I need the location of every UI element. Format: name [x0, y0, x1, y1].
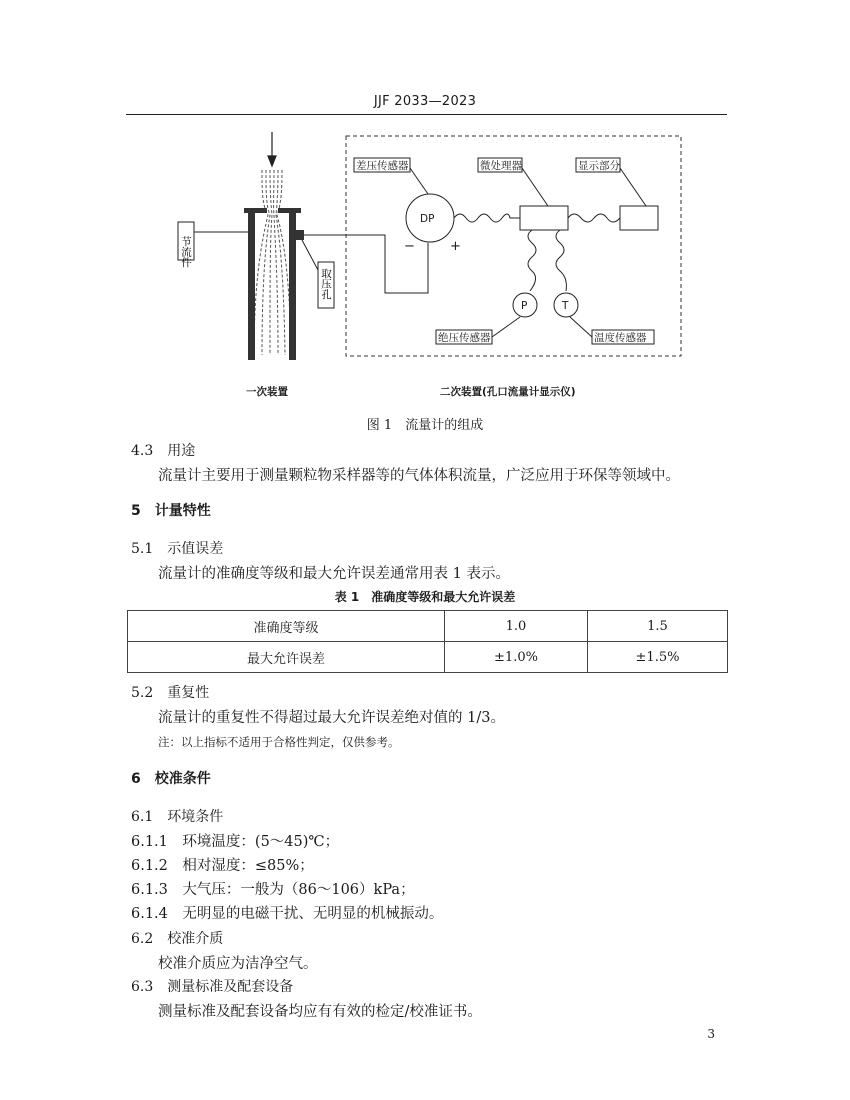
item-6-1-3 — [131, 878, 415, 899]
minus-sign: − — [404, 239, 415, 254]
heading-5-1-num: 5.1 — [131, 541, 154, 557]
heading-5 — [131, 500, 211, 520]
note: 注：以上指标不适用于合格性判定，仅供参考。 — [158, 735, 400, 749]
item-6-1-1-num: 6.1.1 — [131, 834, 168, 850]
abs-leader — [492, 317, 520, 337]
heading-4-3-num: 4.3 — [131, 443, 154, 459]
heading-6-1-num: 6.1 — [131, 809, 154, 825]
running-header: JJF 2033—2023 — [373, 94, 477, 109]
flowmeter-diagram — [0, 0, 850, 420]
dp-symbol: DP — [420, 213, 435, 225]
cable-mcu-p — [528, 230, 536, 291]
heading-6-3-title: 测量标准及配套设备 — [167, 979, 294, 995]
item-6-1-1-text: 环境温度：(5～45)℃； — [182, 834, 340, 850]
item-6-1-4-text: 无明显的电磁干扰、无明显的机械振动。 — [182, 906, 444, 922]
heading-6 — [131, 768, 211, 788]
table-cell: ±1.0% — [445, 642, 588, 673]
item-6-1-1 — [131, 830, 339, 851]
pressure-tap — [296, 230, 304, 240]
heading-5-1 — [131, 538, 223, 558]
table-row — [128, 611, 728, 642]
mcu-label: 微处理器 — [480, 160, 522, 172]
primary-device-label: 一次装置 — [246, 386, 288, 398]
table-cell: 1.5 — [588, 611, 728, 642]
item-6-1-2-text: 相对湿度：≤85%； — [182, 858, 314, 874]
abs-sensor-label: 绝压传感器 — [438, 332, 491, 344]
heading-5-1-title: 示值误差 — [167, 541, 224, 557]
heading-6-1 — [131, 806, 223, 826]
table-cell: 最大允许误差 — [128, 642, 445, 673]
item-6-1-3-text: 大气压：一般为（86～106）kPa； — [182, 882, 415, 898]
para-5-1: 流量计的准确度等级和最大允许误差通常用表 1 表示。 — [158, 566, 510, 582]
dp-leader — [410, 168, 428, 194]
item-6-1-4-num: 6.1.4 — [131, 906, 168, 922]
table-cell: 1.0 — [445, 611, 588, 642]
inlet-arrow-head — [268, 156, 276, 166]
heading-5-2 — [131, 682, 209, 702]
figure-caption: 图 1 流量计的组成 — [366, 418, 484, 433]
item-6-1-4 — [131, 902, 443, 923]
temp-leader — [570, 317, 592, 337]
temp-sensor-label: 温度传感器 — [594, 332, 647, 344]
item-6-1-2-num: 6.1.2 — [131, 858, 168, 874]
tap-leader — [302, 240, 318, 270]
pipe-wall-right — [289, 210, 296, 360]
display-leader — [620, 168, 646, 206]
heading-6-2-num: 6.2 — [131, 931, 154, 947]
heading-6-num: 6 — [131, 771, 141, 787]
heading-5-title: 计量特性 — [154, 503, 211, 519]
orifice-plate-left — [244, 208, 267, 213]
heading-6-title: 校准条件 — [154, 771, 211, 787]
item-6-1-3-num: 6.1.3 — [131, 882, 168, 898]
throttle-label: 节流件 — [180, 236, 192, 268]
heading-5-2-title: 重复性 — [167, 685, 210, 701]
table-caption: 表 1 准确度等级和最大允许误差 — [334, 590, 516, 604]
para-5-2: 流量计的重复性不得超过最大允许误差绝对值的 1/3。 — [158, 710, 505, 726]
para-6-3: 测量标准及配套设备均应有有效的检定/校准证书。 — [158, 1004, 482, 1020]
table-row — [128, 642, 728, 673]
tap-label: 取压孔 — [320, 268, 332, 300]
t-symbol: T — [562, 300, 569, 312]
orifice-plate-right — [278, 208, 301, 213]
pipe-wall-left — [248, 210, 255, 360]
heading-6-3 — [131, 976, 293, 996]
item-6-1-2 — [131, 854, 314, 875]
cable-mcu-t — [556, 230, 566, 291]
p-symbol: P — [521, 300, 528, 312]
cable-mcu-display — [568, 214, 620, 222]
plus-sign: + — [450, 239, 461, 254]
secondary-device-label: 二次装置(孔口流量计显示仪) — [440, 386, 576, 398]
cable-dp-mcu — [454, 214, 520, 222]
flow-streamlines — [254, 170, 291, 355]
heading-4-3-title: 用途 — [167, 443, 196, 459]
dp-sensor-label: 差压传感器 — [356, 160, 409, 172]
mcu-leader — [522, 168, 548, 206]
para-6-2: 校准介质应为洁净空气。 — [158, 956, 318, 972]
heading-5-2-num: 5.2 — [131, 685, 154, 701]
heading-6-3-num: 6.3 — [131, 979, 154, 995]
heading-6-1-title: 环境条件 — [167, 809, 224, 825]
heading-4-3 — [131, 440, 195, 460]
display-label: 显示部分 — [578, 160, 620, 172]
table-cell: 准确度等级 — [128, 611, 445, 642]
microprocessor-box — [520, 206, 568, 230]
heading-5-num: 5 — [131, 503, 141, 519]
table-cell: ±1.5% — [588, 642, 728, 673]
page-number: 3 — [707, 1027, 715, 1041]
display-box — [620, 206, 658, 230]
heading-6-2-title: 校准介质 — [167, 931, 224, 947]
para-4-3: 流量计主要用于测量颗粒物采样器等的气体体积流量，广泛应用于环保等领域中。 — [158, 468, 680, 484]
heading-6-2 — [131, 928, 223, 948]
accuracy-table — [127, 610, 728, 673]
